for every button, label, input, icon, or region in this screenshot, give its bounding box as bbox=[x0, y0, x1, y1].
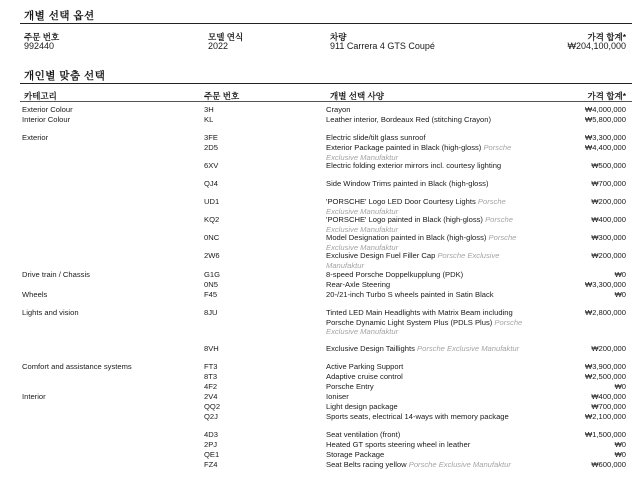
row-price: ₩2,500,000 bbox=[585, 372, 626, 381]
row-description bbox=[326, 440, 530, 450]
row-option-code: 6XV bbox=[204, 161, 219, 170]
header-vehicle: 차량 bbox=[330, 32, 347, 42]
row-description-text: Rear-Axle Steering bbox=[326, 280, 391, 289]
row-manufaktur-note: Porsche Exclusive Manufaktur bbox=[408, 460, 511, 469]
row-description bbox=[326, 251, 530, 270]
row-description-text: Ioniser bbox=[326, 392, 349, 401]
row-option-code: 2W6 bbox=[204, 251, 220, 260]
row-price: ₩2,100,000 bbox=[585, 412, 626, 421]
order-no-value: 992440 bbox=[24, 41, 55, 51]
row-description bbox=[326, 382, 530, 392]
header-price: 가격 합계* bbox=[587, 91, 626, 101]
row-option-code: KL bbox=[204, 115, 214, 124]
row-price: ₩3,300,000 bbox=[585, 280, 626, 289]
row-option-code: 4D3 bbox=[204, 430, 218, 439]
row-option-code: 0N5 bbox=[204, 280, 218, 289]
row-description-text: Leather interior, Bordeaux Red (stitching Crayon) bbox=[326, 115, 492, 124]
row-price: ₩4,000,000 bbox=[585, 105, 626, 114]
row-option-code: 0NC bbox=[204, 233, 220, 242]
row-description-text: Side Window Trims painted in Black (high-gloss) bbox=[326, 179, 489, 188]
row-description bbox=[326, 270, 530, 280]
row-manufaktur-note: Porsche Exclusive Manufaktur bbox=[326, 143, 512, 162]
row-description bbox=[326, 402, 530, 412]
row-description-text: 'PORSCHE' Logo painted in Black (high-gloss) bbox=[326, 215, 483, 224]
row-description-text: Porsche Entry bbox=[326, 382, 374, 391]
row-price: ₩0 bbox=[614, 440, 626, 449]
row-description-text: Exterior Package painted in Black (high-gloss) bbox=[326, 143, 482, 152]
row-option-code: G1G bbox=[204, 270, 221, 279]
row-description bbox=[326, 450, 530, 460]
header-option-code: 주문 번호 bbox=[204, 91, 240, 101]
row-description-text: Adaptive cruise control bbox=[326, 372, 403, 381]
row-price: ₩0 bbox=[614, 290, 626, 299]
row-option-code: 4F2 bbox=[204, 382, 218, 391]
row-option-code: QE1 bbox=[204, 450, 220, 459]
row-price: ₩3,300,000 bbox=[585, 133, 626, 142]
row-description bbox=[326, 344, 530, 354]
row-description-text: Sports seats, electrical 14-ways with memory package bbox=[326, 412, 509, 421]
section-divider bbox=[20, 23, 632, 24]
row-manufaktur-note: Porsche Exclusive Manufaktur bbox=[326, 197, 506, 216]
row-category: Exterior bbox=[22, 133, 49, 142]
row-price: ₩200,000 bbox=[591, 344, 626, 353]
header-order-no: 주문 번호 bbox=[24, 32, 60, 42]
row-description bbox=[326, 460, 530, 470]
row-description-text: Model Designation painted in Black (high-gloss) bbox=[326, 233, 487, 242]
header-description: 개별 선택 사양 bbox=[330, 91, 384, 101]
row-category: Lights and vision bbox=[22, 308, 79, 317]
row-manufaktur-note: Porsche Exclusive Manufaktur bbox=[326, 317, 523, 337]
row-description bbox=[326, 179, 530, 189]
row-description bbox=[326, 143, 530, 162]
row-price: ₩2,800,000 bbox=[585, 308, 626, 317]
row-price: ₩600,000 bbox=[591, 460, 626, 469]
row-description bbox=[326, 412, 530, 422]
row-option-code: FZ4 bbox=[204, 460, 218, 469]
vehicle-value: 911 Carrera 4 GTS Coupé bbox=[330, 41, 435, 51]
row-option-code: UD1 bbox=[204, 197, 220, 206]
row-option-code: 2V4 bbox=[204, 392, 218, 401]
row-price: ₩500,000 bbox=[591, 161, 626, 170]
row-price: ₩200,000 bbox=[591, 251, 626, 260]
row-option-code: Q2J bbox=[204, 412, 218, 421]
row-option-code: 3FE bbox=[204, 133, 218, 142]
row-option-code: 8JU bbox=[204, 308, 218, 317]
header-total: 가격 합계* bbox=[587, 32, 626, 42]
row-price: ₩1,500,000 bbox=[585, 430, 626, 439]
row-description bbox=[326, 133, 530, 143]
row-price: ₩0 bbox=[614, 382, 626, 391]
header-model-year: 모델 연식 bbox=[208, 32, 244, 42]
row-description bbox=[326, 161, 530, 171]
row-option-code: 3H bbox=[204, 105, 214, 114]
row-description bbox=[326, 197, 530, 216]
row-description bbox=[326, 430, 530, 440]
row-option-code: F45 bbox=[204, 290, 218, 299]
row-price: ₩0 bbox=[614, 270, 626, 279]
row-description-text: Electric folding exterior mirrors incl. courtesy lighting bbox=[326, 161, 502, 170]
row-description bbox=[326, 290, 530, 300]
row-category: Comfort and assistance systems bbox=[22, 362, 132, 371]
row-description-text: Seat ventilation (front) bbox=[326, 430, 401, 439]
model-year-value: 2022 bbox=[208, 41, 229, 51]
total-price-value: ₩204,100,000 bbox=[567, 41, 626, 51]
section-title-individual-options: 개별 선택 옵션 bbox=[24, 10, 95, 22]
row-option-code: 8VH bbox=[204, 344, 219, 353]
row-description-text: 8-speed Porsche Doppelkupplung (PDK) bbox=[326, 270, 464, 279]
row-category: Interior bbox=[22, 392, 46, 401]
row-description-text: Crayon bbox=[326, 105, 351, 114]
row-description-text: Exclusive Design Fuel Filler Cap bbox=[326, 251, 436, 260]
row-description bbox=[326, 280, 530, 290]
row-option-code: 2D5 bbox=[204, 143, 218, 152]
row-description bbox=[326, 233, 530, 252]
row-option-code: FT3 bbox=[204, 362, 218, 371]
row-price: ₩0 bbox=[614, 450, 626, 459]
row-description bbox=[326, 105, 530, 115]
row-price: ₩200,000 bbox=[591, 197, 626, 206]
row-description-text: Electric slide/tilt glass sunroof bbox=[326, 133, 426, 142]
row-option-code: QQ2 bbox=[204, 402, 221, 411]
row-price: ₩400,000 bbox=[591, 392, 626, 401]
row-category: Drive train / Chassis bbox=[22, 270, 90, 279]
row-description-text: Active Parking Support bbox=[326, 362, 404, 371]
row-description-text: Light design package bbox=[326, 402, 398, 411]
row-manufaktur-note: Porsche Exclusive Manufaktur bbox=[326, 215, 513, 234]
row-price: ₩700,000 bbox=[591, 179, 626, 188]
row-category: Interior Colour bbox=[22, 115, 71, 124]
row-description bbox=[326, 308, 530, 337]
row-option-code: 8T3 bbox=[204, 372, 218, 381]
row-description bbox=[326, 115, 530, 125]
row-description-text: Exclusive Design Taillights bbox=[326, 344, 415, 353]
header-category: 카테고리 bbox=[24, 91, 57, 101]
row-description bbox=[326, 215, 530, 234]
row-price: ₩700,000 bbox=[591, 402, 626, 411]
row-option-code: QJ4 bbox=[204, 179, 218, 188]
section-title-personal-selection: 개인별 맞춤 선택 bbox=[24, 70, 106, 82]
row-category: Wheels bbox=[22, 290, 48, 299]
row-price: ₩300,000 bbox=[591, 233, 626, 242]
row-category: Exterior Colour bbox=[22, 105, 73, 114]
row-manufaktur-note: Porsche Exclusive Manufaktur bbox=[326, 233, 517, 252]
row-description-text: 'PORSCHE' Logo LED Door Courtesy Lights bbox=[326, 197, 476, 206]
row-option-code: 2PJ bbox=[204, 440, 218, 449]
row-option-code: KQ2 bbox=[204, 215, 220, 224]
row-description-text: Heated GT sports steering wheel in leather bbox=[326, 440, 471, 449]
row-description-text: 20-/21-inch Turbo S wheels painted in Satin Black bbox=[326, 290, 494, 299]
row-description bbox=[326, 362, 530, 372]
row-description-text: Tinted LED Main Headlights with Matrix Beam including Porsche Dynamic Light System Plus (PDLS Plus) bbox=[326, 308, 513, 327]
row-price: ₩3,900,000 bbox=[585, 362, 626, 371]
row-description-text: Storage Package bbox=[326, 450, 385, 459]
row-description bbox=[326, 392, 530, 402]
row-price: ₩5,800,000 bbox=[585, 115, 626, 124]
row-manufaktur-note: Porsche Exclusive Manufaktur bbox=[417, 344, 520, 353]
row-manufaktur-note: Porsche Exclusive Manufaktur bbox=[326, 251, 500, 270]
section-divider bbox=[20, 83, 632, 84]
row-description-text: Seat Belts racing yellow bbox=[326, 460, 407, 469]
header-divider bbox=[20, 101, 632, 102]
row-description bbox=[326, 372, 530, 382]
row-price: ₩4,400,000 bbox=[585, 143, 626, 152]
row-price: ₩400,000 bbox=[591, 215, 626, 224]
